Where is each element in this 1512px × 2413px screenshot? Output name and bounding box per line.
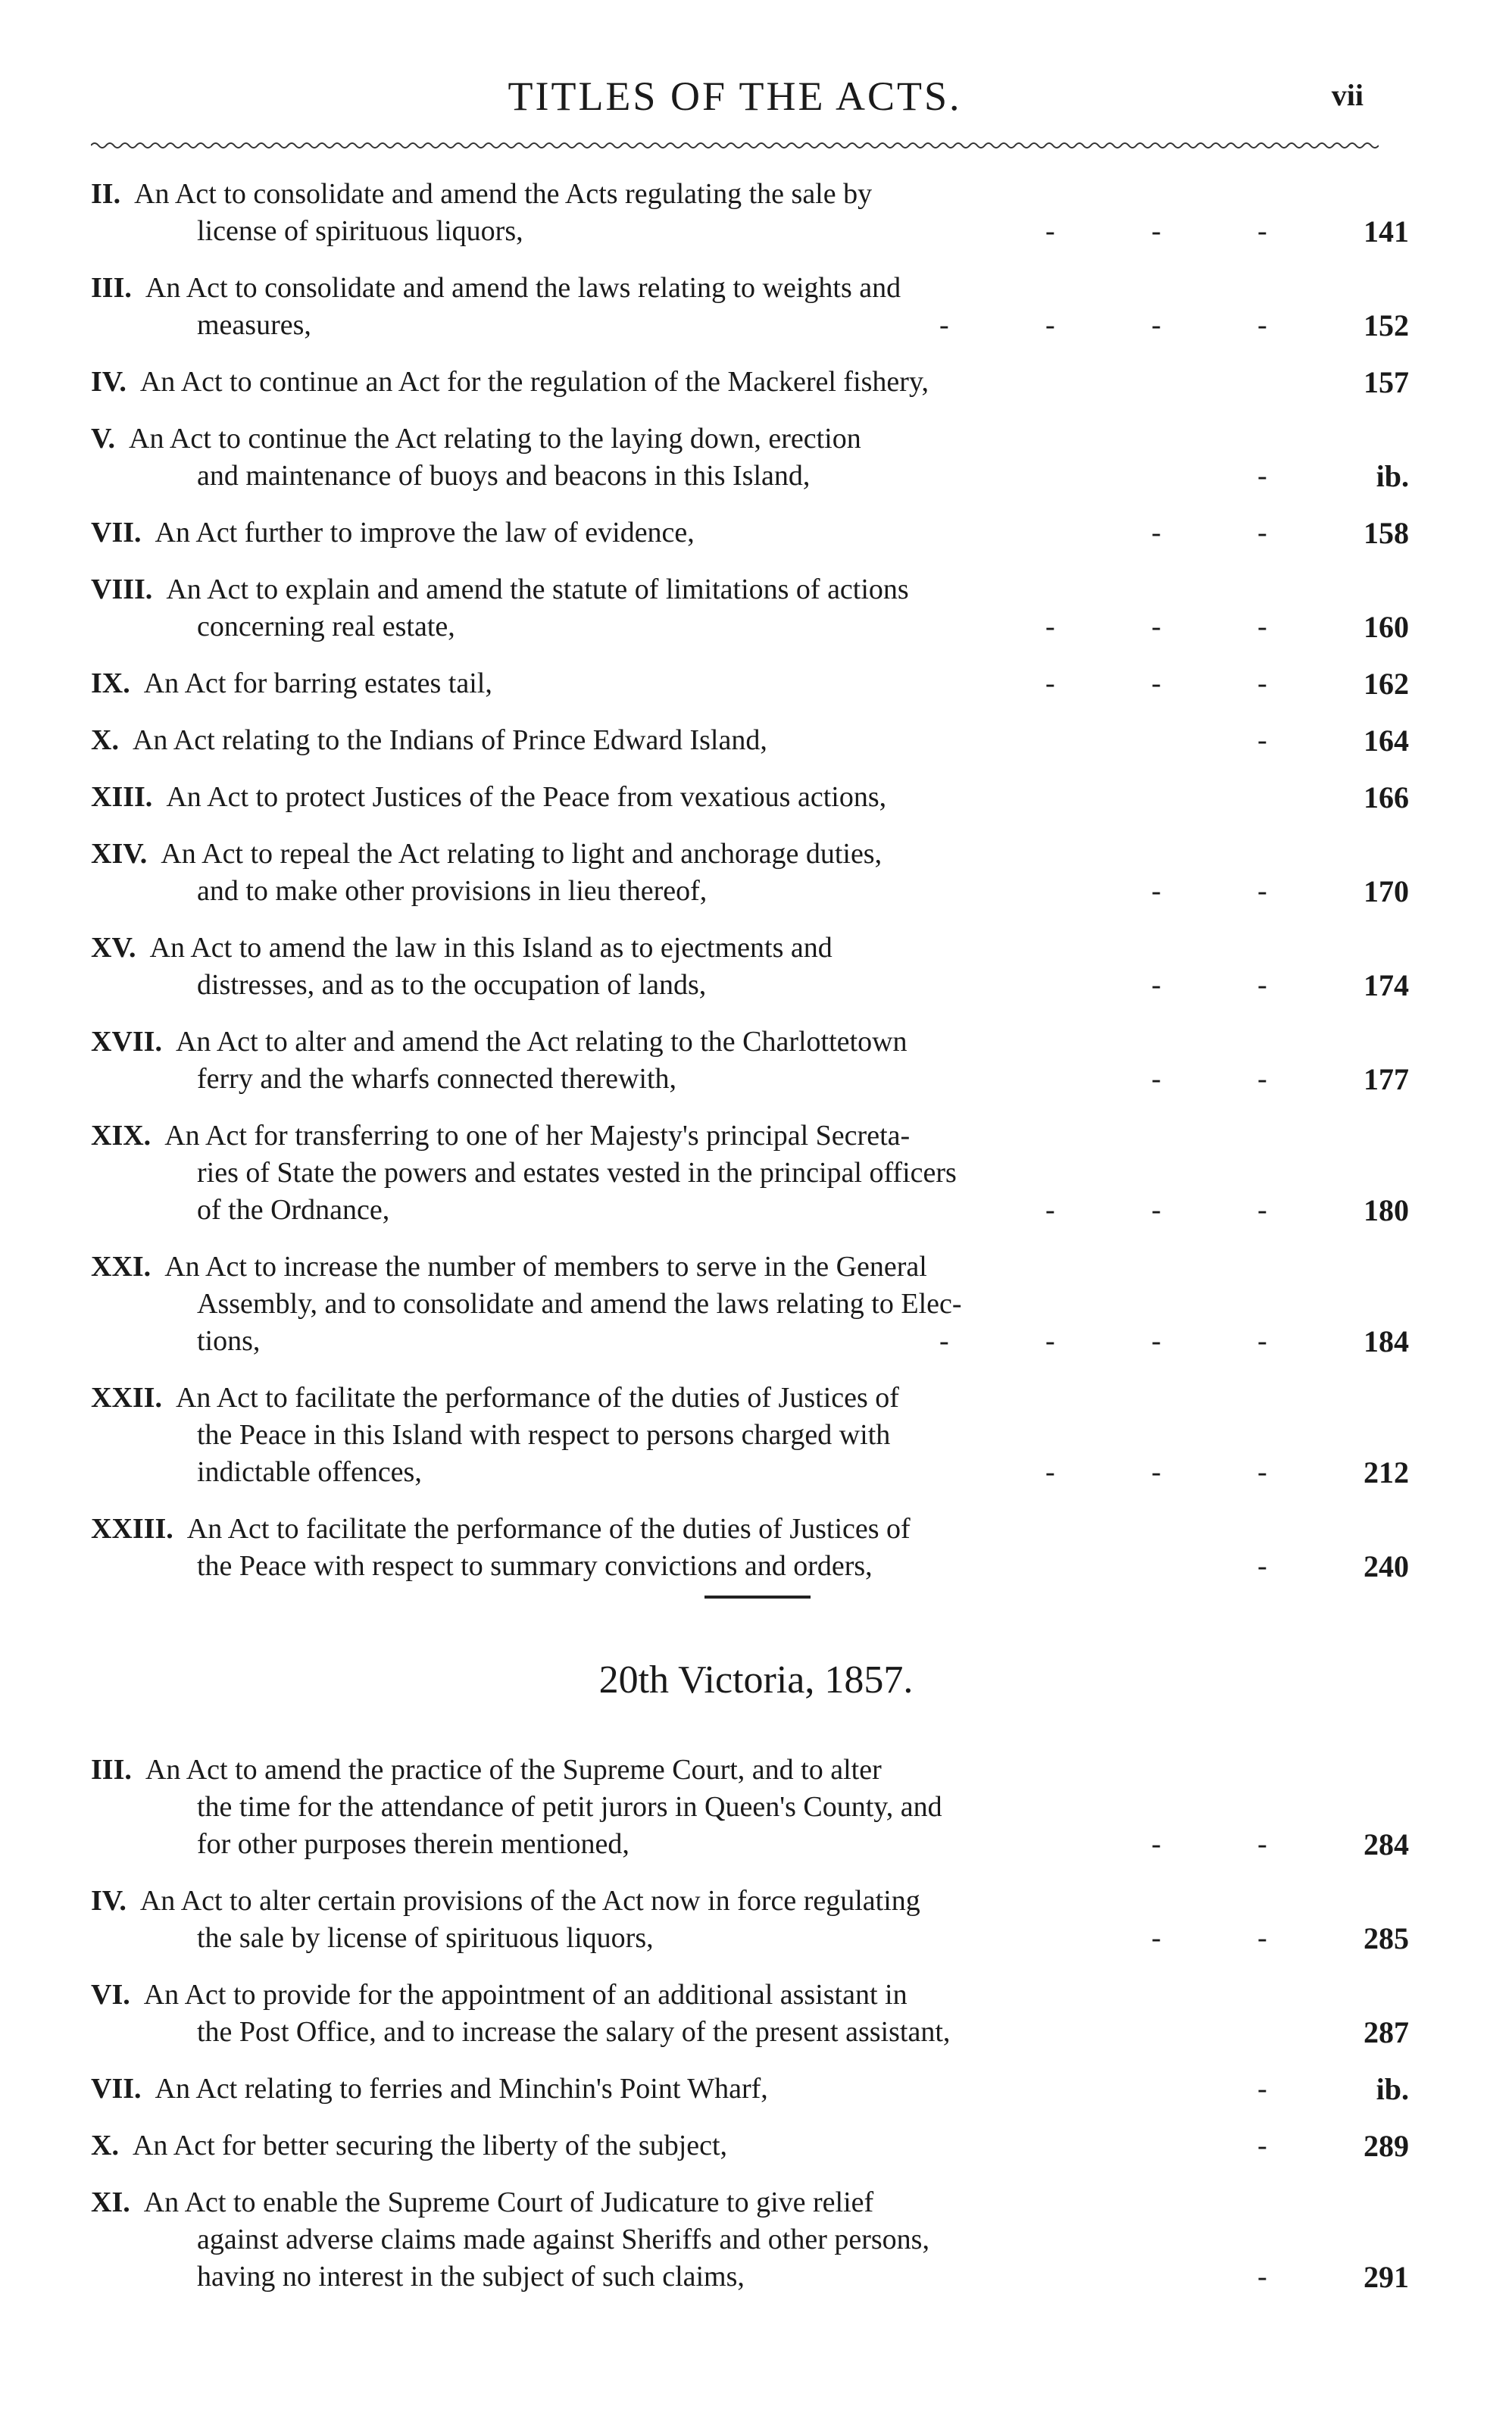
act-entry <box>91 665 1409 702</box>
page-number: 212 <box>1364 1455 1409 1489</box>
act-title-text: measures, <box>197 309 311 341</box>
act-title-text: An Act to facilitate the performance of the duties of Justices of <box>175 1382 899 1414</box>
act-title-text: An Act to alter certain provisions of the Act now in force regulating <box>139 1885 920 1917</box>
act-entry <box>91 1380 1409 1491</box>
leader-dash: - <box>1257 460 1267 492</box>
act-numeral: III. <box>91 272 132 304</box>
act-title-text: the Peace in this Island with respect to persons charged with <box>197 1419 891 1451</box>
act-title-text: Assembly, and to consolidate and amend the laws relating to Elec- <box>197 1288 962 1320</box>
page-number: 177 <box>1364 1062 1409 1096</box>
leader-dash: - <box>1045 611 1055 642</box>
page-number: 240 <box>1364 1549 1409 1583</box>
leader-dash: - <box>1257 1456 1267 1488</box>
page-number: 166 <box>1364 780 1409 814</box>
act-entry <box>91 930 1409 1004</box>
act-title-text: An Act to consolidate and amend the laws relating to weights and <box>145 272 901 304</box>
leader-dash: - <box>1257 2261 1267 2293</box>
act-title-text: An Act to amend the practice of the Supreme Court, and to alter <box>145 1754 882 1786</box>
section-divider-rule <box>704 1596 811 1599</box>
act-entry <box>91 1024 1409 1098</box>
act-title-line <box>91 1380 1409 1417</box>
page-number: 174 <box>1364 968 1409 1002</box>
act-title-text: the Peace with respect to summary convictions and orders, <box>197 1550 873 1582</box>
act-title-line <box>91 2221 1409 2258</box>
act-title-line <box>91 722 1409 759</box>
page-number: 158 <box>1364 516 1409 550</box>
act-title-line <box>91 1826 1409 1863</box>
leader-dash: - <box>1257 1063 1267 1095</box>
act-title-line <box>91 1511 1409 1548</box>
running-head <box>91 73 1379 133</box>
leader-dash: - <box>1045 215 1055 247</box>
page-title: TITLES OF THE ACTS. <box>508 73 962 119</box>
act-title-line <box>91 364 1409 401</box>
act-numeral: XIX. <box>91 1120 152 1152</box>
act-entry <box>91 1249 1409 1360</box>
act-title-text: An Act to enable the Supreme Court of Judicature to give relief <box>143 2186 874 2218</box>
page-number: 160 <box>1364 610 1409 644</box>
act-title-line <box>91 873 1409 910</box>
act-title-text: indictable offences, <box>197 1456 422 1488</box>
act-entry <box>91 722 1409 759</box>
leader-dash: - <box>1257 2073 1267 2105</box>
page-number: 162 <box>1364 667 1409 701</box>
act-title-text: An Act to repeal the Act relating to light and anchorage duties, <box>161 838 883 870</box>
leader-dash: - <box>1257 1828 1267 1860</box>
act-title-text: having no interest in the subject of such claims, <box>197 2261 745 2293</box>
act-numeral: IV. <box>91 1885 127 1917</box>
leader-dash: - <box>1257 667 1267 699</box>
act-title-line <box>91 307 1409 344</box>
leader-dash: - <box>1151 215 1161 247</box>
act-title-text: An Act to increase the number of members to serve in the General <box>164 1251 927 1283</box>
act-title-text: license of spirituous liquors, <box>197 215 523 247</box>
act-title-text: An Act to protect Justices of the Peace from vexatious actions, <box>166 781 887 813</box>
leader-dash: - <box>1257 215 1267 247</box>
act-title-text: An Act for better securing the liberty of the subject, <box>132 2130 728 2161</box>
page-number: 152 <box>1364 308 1409 342</box>
act-title-text: An Act to continue an Act for the regulation of the Mackerel fishery, <box>139 366 929 398</box>
act-numeral: XIII. <box>91 781 153 813</box>
act-title-line <box>91 1920 1409 1957</box>
act-numeral: IV. <box>91 366 127 398</box>
act-title-line <box>91 2258 1409 2296</box>
act-title-line <box>91 2127 1409 2165</box>
act-title-text: the sale by license of spirituous liquors, <box>197 1922 654 1954</box>
leader-dash: - <box>939 1325 949 1357</box>
act-entry <box>91 836 1409 910</box>
act-title-line <box>91 608 1409 645</box>
leader-dash: - <box>1257 611 1267 642</box>
act-numeral: III. <box>91 1754 132 1786</box>
act-numeral: VIII. <box>91 574 153 605</box>
leader-dash: - <box>1045 309 1055 341</box>
act-title-text: ferry and the wharfs connected therewith, <box>197 1063 677 1095</box>
act-numeral: XIV. <box>91 838 148 870</box>
act-entry <box>91 2184 1409 2296</box>
act-numeral: XV. <box>91 932 136 964</box>
leader-dash: - <box>1151 875 1161 907</box>
act-title-text: ries of State the powers and estates vested in the principal officers <box>197 1157 957 1189</box>
leader-dash: - <box>1151 969 1161 1001</box>
leader-dash: - <box>1151 1456 1161 1488</box>
leader-dash: - <box>1045 1194 1055 1226</box>
page-number: 170 <box>1364 874 1409 908</box>
leader-dash: - <box>1045 1325 1055 1357</box>
leader-dash: - <box>1151 1325 1161 1357</box>
act-entry <box>91 779 1409 816</box>
leader-dash: - <box>1257 2130 1267 2161</box>
act-title-line <box>91 1454 1409 1491</box>
page-number: 284 <box>1364 1827 1409 1861</box>
act-numeral: XXI. <box>91 1251 152 1283</box>
act-entry <box>91 2071 1409 2108</box>
act-title-line <box>91 1249 1409 1286</box>
act-title-line <box>91 213 1409 250</box>
leader-dash: - <box>1151 1194 1161 1226</box>
act-title-line <box>91 2014 1409 2051</box>
act-title-line <box>91 1061 1409 1098</box>
act-title-text: An Act to alter and amend the Act relating to the Charlottetown <box>175 1026 908 1058</box>
page-number: 287 <box>1364 2015 1409 2049</box>
act-entry <box>91 270 1409 344</box>
act-title-line <box>91 665 1409 702</box>
page-number: ib. <box>1376 2072 1409 2106</box>
act-title-line <box>91 967 1409 1004</box>
act-numeral: X. <box>91 2130 119 2161</box>
act-title-text: An Act to amend the law in this Island as to ejectments and <box>149 932 833 964</box>
leader-dash: - <box>1045 667 1055 699</box>
leader-dash: - <box>1045 1456 1055 1488</box>
act-entry <box>91 364 1409 401</box>
act-title-text: An Act to explain and amend the statute of limitations of actions <box>166 574 909 605</box>
leader-dash: - <box>1257 1550 1267 1582</box>
act-title-text: An Act further to improve the law of evidence, <box>155 517 695 549</box>
act-numeral: XXIII. <box>91 1513 173 1545</box>
leader-dash: - <box>1151 611 1161 642</box>
wavy-rule <box>91 141 1379 150</box>
leader-dash: - <box>1151 517 1161 549</box>
act-entry <box>91 420 1409 495</box>
act-title-line <box>91 458 1409 495</box>
act-entry <box>91 1511 1409 1585</box>
acts-list-19-victoria <box>91 176 1409 1605</box>
folio-number: vii <box>1331 78 1364 112</box>
act-title-text: the time for the attendance of petit jurors in Queen's County, and <box>197 1791 942 1823</box>
page-number: 285 <box>1364 1921 1409 1955</box>
leader-dash: - <box>1151 667 1161 699</box>
page-number: 289 <box>1364 2129 1409 2163</box>
page-number: 180 <box>1364 1193 1409 1227</box>
act-entry <box>91 1977 1409 2051</box>
page-number: 291 <box>1364 2260 1409 2294</box>
act-title-line <box>91 1323 1409 1360</box>
act-numeral: X. <box>91 724 119 756</box>
leader-dash: - <box>1257 724 1267 756</box>
act-title-line <box>91 514 1409 552</box>
page-number: ib. <box>1376 459 1409 493</box>
act-title-text: distresses, and as to the occupation of lands, <box>197 969 707 1001</box>
act-title-line <box>91 1024 1409 1061</box>
act-title-line <box>91 176 1409 213</box>
acts-list-20-victoria <box>91 1752 1409 2315</box>
leader-dash: - <box>1151 1828 1161 1860</box>
leader-dash: - <box>1257 517 1267 549</box>
act-title-text: the Post Office, and to increase the salary of the present assistant, <box>197 2016 951 2048</box>
act-title-line <box>91 1192 1409 1229</box>
act-numeral: XXII. <box>91 1382 162 1414</box>
act-title-text: concerning real estate, <box>197 611 455 642</box>
leader-dash: - <box>939 309 949 341</box>
act-title-text: An Act relating to the Indians of Prince Edward Island, <box>132 724 767 756</box>
leader-dash: - <box>1151 1922 1161 1954</box>
act-title-text: of the Ordnance, <box>197 1194 390 1226</box>
act-numeral: VII. <box>91 2073 142 2105</box>
act-title-line <box>91 1548 1409 1585</box>
act-numeral: XI. <box>91 2186 130 2218</box>
act-title-line <box>91 930 1409 967</box>
act-numeral: VII. <box>91 517 142 549</box>
act-title-line <box>91 1286 1409 1323</box>
act-title-line <box>91 2071 1409 2108</box>
act-numeral: VI. <box>91 1979 130 2011</box>
act-numeral: V. <box>91 423 116 455</box>
act-title-line <box>91 1117 1409 1155</box>
act-title-text: An Act to facilitate the performance of the duties of Justices of <box>186 1513 911 1545</box>
leader-dash: - <box>1257 1325 1267 1357</box>
act-entry <box>91 571 1409 645</box>
act-title-text: An Act for barring estates tail, <box>143 667 492 699</box>
act-title-text: and maintenance of buoys and beacons in this Island, <box>197 460 811 492</box>
leader-dash: - <box>1257 309 1267 341</box>
act-title-line <box>91 1883 1409 1920</box>
act-title-text: against adverse claims made against Sheriffs and other persons, <box>197 2224 929 2255</box>
act-title-text: An Act to consolidate and amend the Acts regulating the sale by <box>134 178 873 210</box>
leader-dash: - <box>1151 1063 1161 1095</box>
page-number: 164 <box>1364 724 1409 758</box>
act-numeral: IX. <box>91 667 130 699</box>
act-title-line <box>91 2184 1409 2221</box>
act-title-text: An Act to continue the Act relating to the laying down, erection <box>129 423 861 455</box>
leader-dash: - <box>1257 875 1267 907</box>
act-title-line <box>91 1155 1409 1192</box>
act-entry <box>91 176 1409 250</box>
act-title-text: and to make other provisions in lieu thereof, <box>197 875 708 907</box>
act-title-text: An Act relating to ferries and Minchin's Point Wharf, <box>155 2073 768 2105</box>
leader-dash: - <box>1257 969 1267 1001</box>
leader-dash: - <box>1151 309 1161 341</box>
act-title-line <box>91 571 1409 608</box>
act-title-line <box>91 1417 1409 1454</box>
leader-dash: - <box>1257 1194 1267 1226</box>
act-title-line <box>91 1752 1409 1789</box>
act-title-line <box>91 420 1409 458</box>
act-entry <box>91 1883 1409 1957</box>
act-title-line <box>91 836 1409 873</box>
page-number: 157 <box>1364 365 1409 399</box>
page-number: 141 <box>1364 214 1409 248</box>
act-title-text: An Act to provide for the appointment of an additional assistant in <box>143 1979 908 2011</box>
act-title-line <box>91 270 1409 307</box>
act-entry <box>91 514 1409 552</box>
leader-dash: - <box>1257 1922 1267 1954</box>
act-entry <box>91 1117 1409 1229</box>
act-title-line <box>91 779 1409 816</box>
act-entry <box>91 1752 1409 1863</box>
page-number: 184 <box>1364 1324 1409 1358</box>
act-title-line <box>91 1789 1409 1826</box>
section-heading: 20th Victoria, 1857. <box>598 1658 914 1702</box>
act-numeral: XVII. <box>91 1026 162 1058</box>
act-numeral: II. <box>91 178 121 210</box>
act-title-line <box>91 1977 1409 2014</box>
act-title-text: for other purposes therein mentioned, <box>197 1828 629 1860</box>
act-title-text: An Act for transferring to one of her Majesty's principal Secreta- <box>164 1120 911 1152</box>
act-entry <box>91 2127 1409 2165</box>
act-title-text: tions, <box>197 1325 261 1357</box>
